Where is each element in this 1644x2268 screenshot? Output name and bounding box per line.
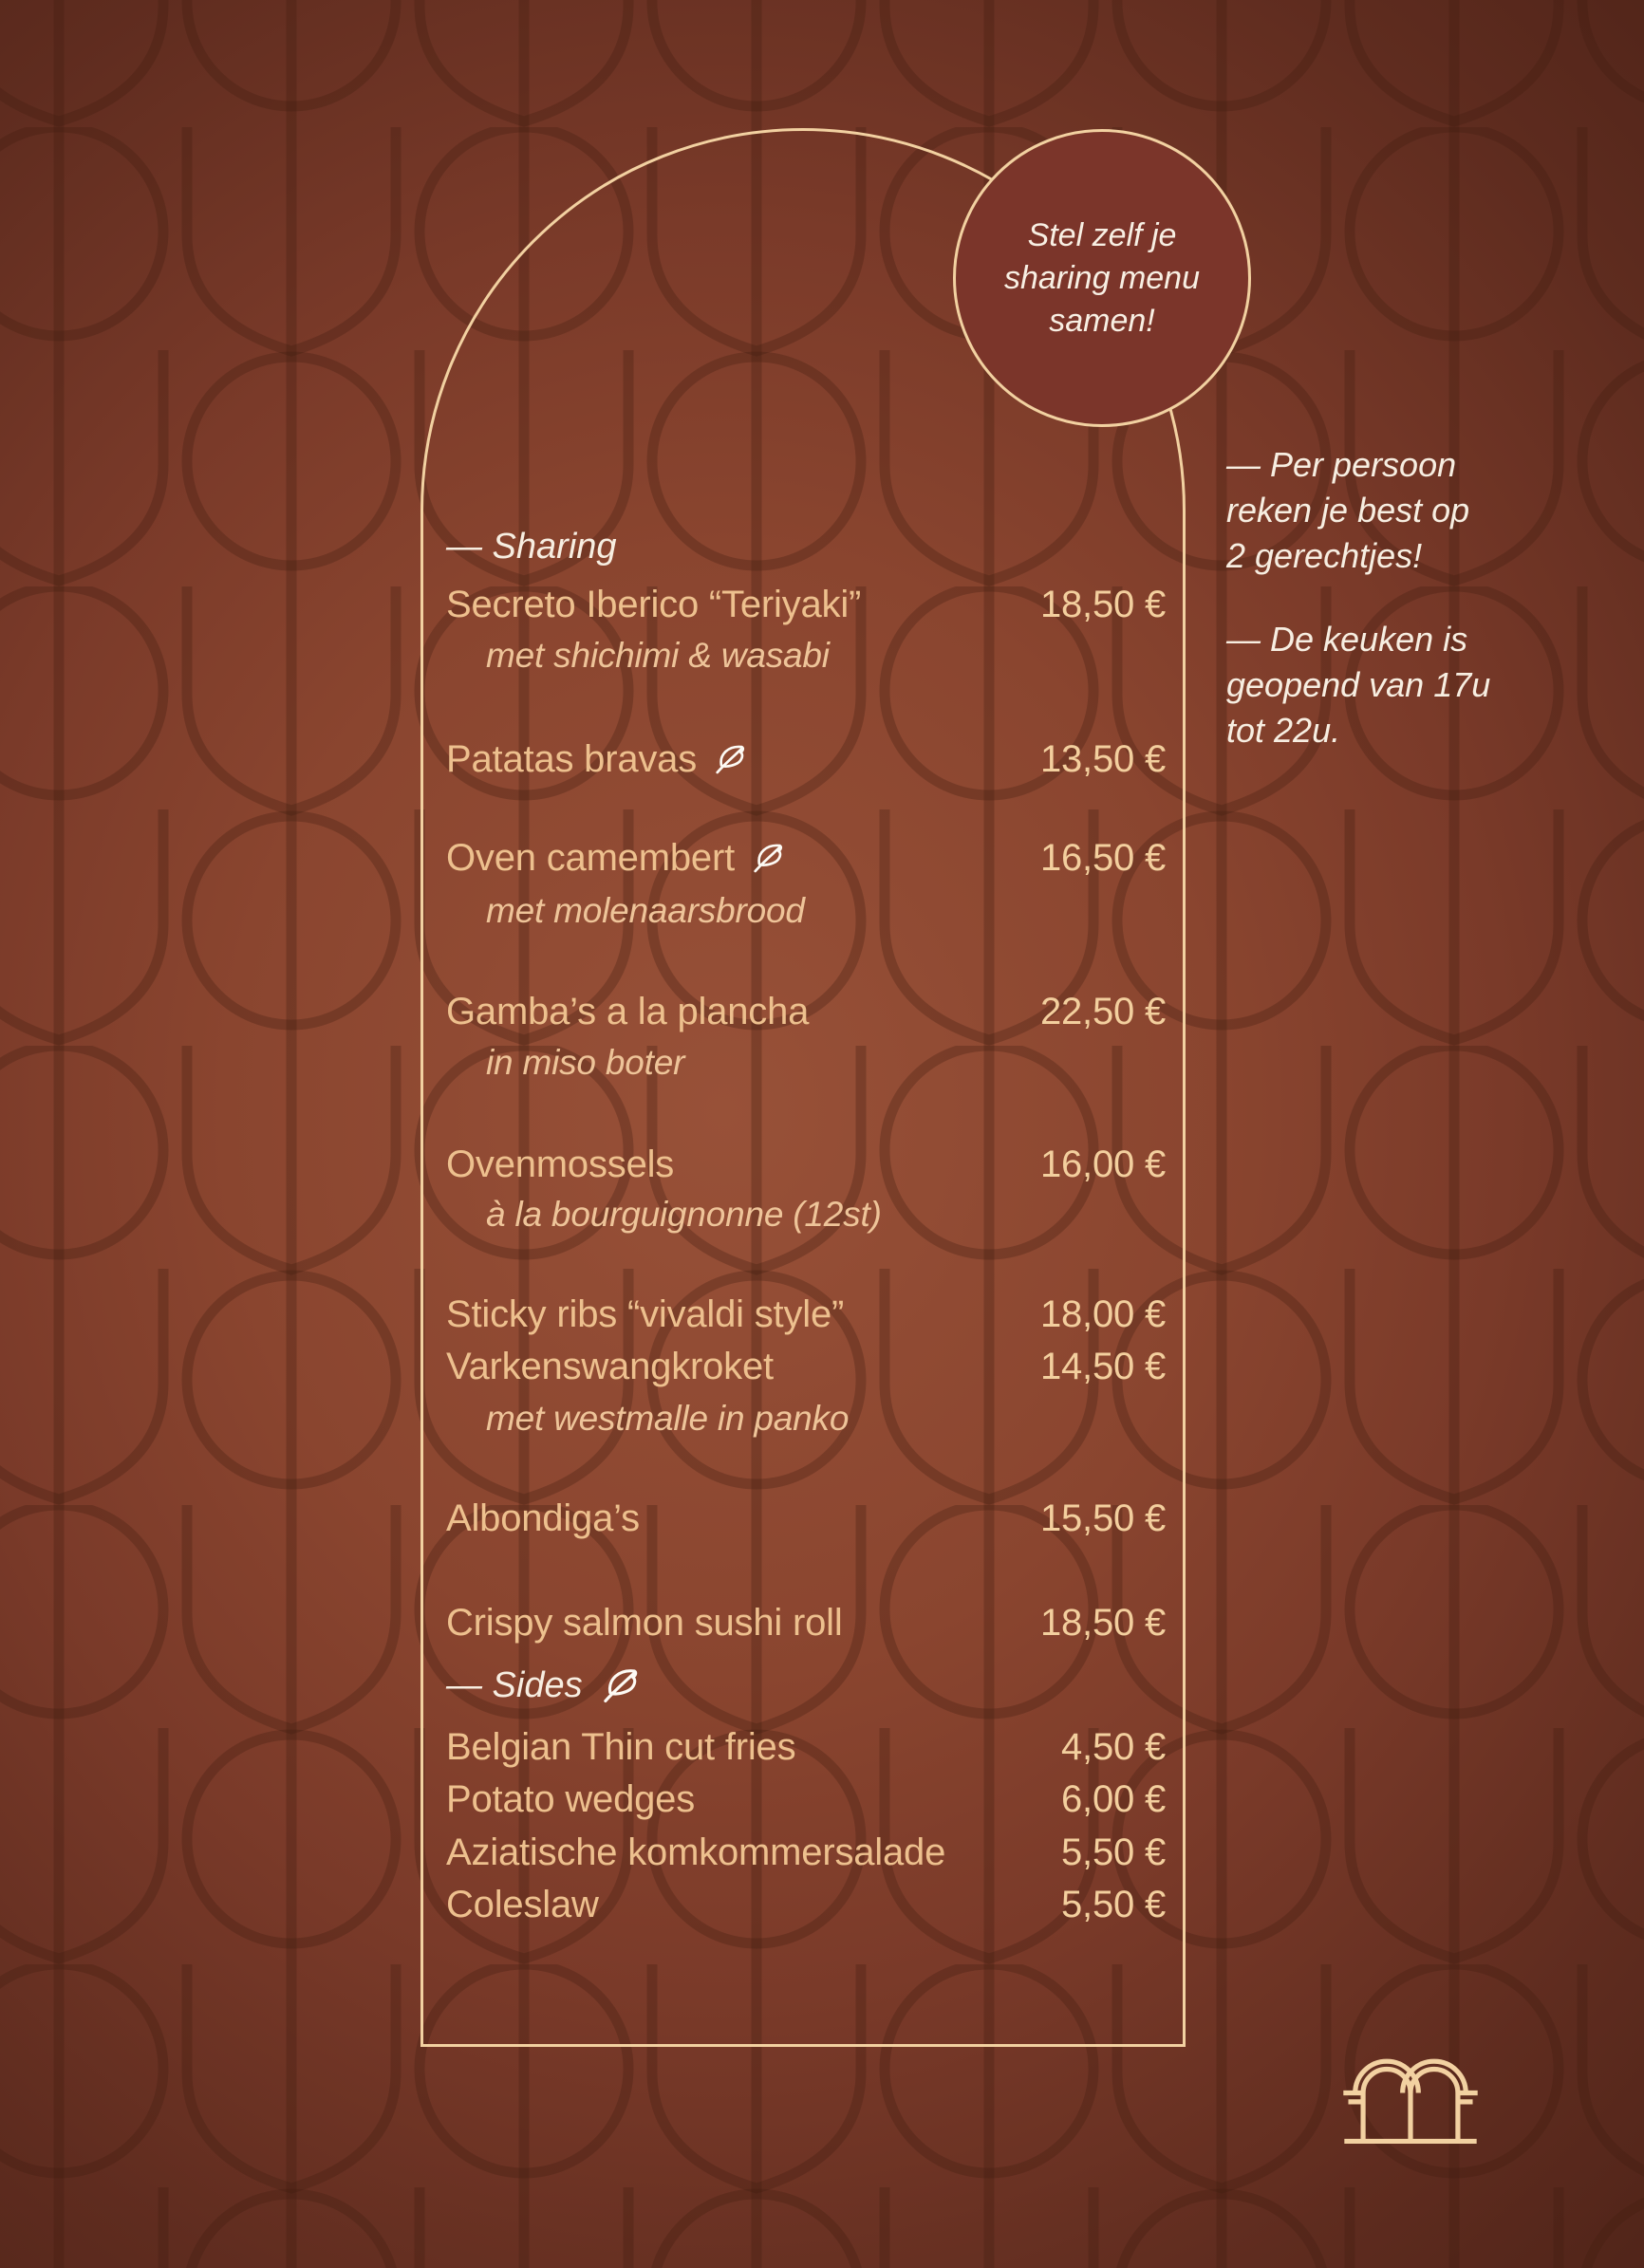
- item-description: met molenaarsbrood: [486, 891, 805, 930]
- item-description: in miso boter: [486, 1043, 685, 1082]
- item-price: 5,50 €: [1060, 1883, 1166, 1925]
- note-keuken-open: — De keuken is geopend van 17u tot 22u.: [1226, 620, 1491, 750]
- item-name: Ovenmossels: [446, 1143, 675, 1185]
- item-name: Crispy salmon sushi roll: [446, 1601, 843, 1644]
- item-price: 5,50 €: [1060, 1831, 1166, 1873]
- item-name: Aziatische komkommersalade: [446, 1831, 946, 1873]
- item-price: 6,00 €: [1060, 1777, 1166, 1820]
- item-description: met shichimi & wasabi: [486, 636, 830, 675]
- item-price: 4,50 €: [1060, 1725, 1166, 1768]
- note-per-persoon: — Per persoon reken je best op 2 gerechtjes!: [1226, 445, 1470, 575]
- menu-item: [446, 1724, 1166, 1770]
- vegetarian-leaf-icon: [709, 735, 751, 777]
- item-name: Secreto Iberico “Teriyaki”: [446, 583, 862, 625]
- menu-content: [446, 0, 1166, 2268]
- item-name: Patatas bravas: [446, 737, 698, 780]
- item-name: Varkenswangkroket: [446, 1345, 774, 1387]
- item-name: Sticky ribs “vivaldi style”: [446, 1292, 845, 1335]
- section-heading-sides: — Sides: [446, 1663, 643, 1708]
- menu-item: [446, 1776, 1166, 1822]
- vegetarian-leaf-icon: [595, 1657, 645, 1706]
- menu-item: [446, 1830, 1166, 1875]
- badge-line: sharing menu: [1003, 259, 1200, 296]
- double-arch-logo: [1336, 2036, 1485, 2150]
- menu-item: [446, 582, 1166, 627]
- menu-item: [446, 1882, 1166, 1927]
- item-name: Albondiga’s: [446, 1497, 640, 1539]
- menu-item: [446, 1142, 1166, 1187]
- item-description: à la bourguignonne (12st): [486, 1195, 882, 1234]
- item-name: Gamba’s a la plancha: [446, 990, 810, 1032]
- item-price: 22,50 €: [1039, 990, 1166, 1032]
- item-price: 16,00 €: [1039, 1143, 1166, 1185]
- section-heading-sharing: — Sharing: [446, 526, 617, 567]
- menu-item: [446, 1496, 1166, 1541]
- menu-item: [446, 1600, 1166, 1645]
- item-price: 15,50 €: [1039, 1497, 1166, 1539]
- badge-line: Stel zelf je: [1027, 216, 1177, 253]
- item-description: met westmalle in panko: [486, 1399, 850, 1438]
- item-name: Belgian Thin cut fries: [446, 1725, 796, 1768]
- badge-line: samen!: [1049, 302, 1155, 339]
- item-price: 16,50 €: [1039, 836, 1166, 879]
- item-price: 14,50 €: [1039, 1345, 1166, 1387]
- item-price: 18,00 €: [1039, 1292, 1166, 1335]
- item-name: Potato wedges: [446, 1777, 696, 1820]
- item-price: 13,50 €: [1039, 737, 1166, 780]
- item-price: 18,50 €: [1039, 583, 1166, 625]
- menu-item: [446, 736, 1166, 782]
- menu-item: [446, 1292, 1166, 1337]
- menu-item: [446, 1344, 1166, 1389]
- item-name: Oven camembert: [446, 836, 735, 879]
- vegetarian-leaf-icon: [747, 834, 789, 876]
- item-price: 18,50 €: [1039, 1601, 1166, 1644]
- item-name: Coleslaw: [446, 1883, 599, 1925]
- menu-item: [446, 835, 1166, 881]
- menu-item: [446, 989, 1166, 1034]
